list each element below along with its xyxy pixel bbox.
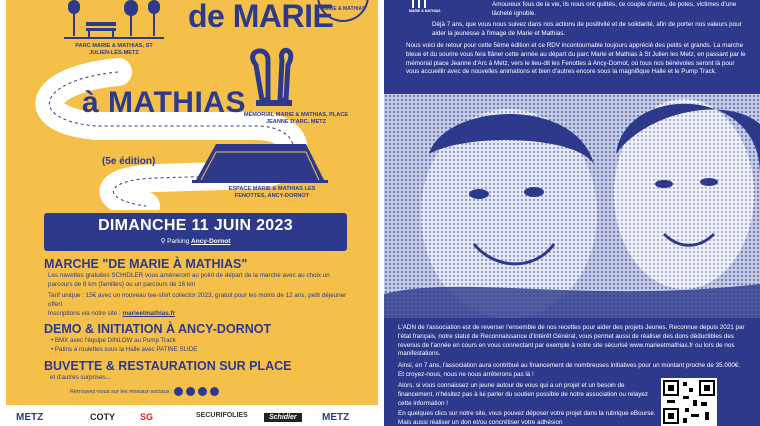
social-networks-label: Retrouvez-nous sur les réseaux sociaux : [70,389,173,395]
park-location-label: PARC MARIE & MATHIAS, ST JULIEN-LÈS-METZ [75,43,153,56]
buvette-subtitle: et d'autres surprises... [50,374,111,381]
marche-section-title: MARCHE "DE MARIE À MATHIAS" [44,257,248,271]
alors-paragraph: Alors, si vous connaissez un jeune autour de vous qui a un projet et un besoin de financement, n'hésitez pas à lui parler du soutien possible de notre association ou relayez cette information ! [398,382,649,407]
sponsor-metz-metropole-logo: METZ [322,412,350,423]
location-pin-icon: ⚲ [160,238,166,245]
title-a-mathias: à MATHIAS [82,86,246,119]
association-badge: MARIE & MATHIAS [317,0,369,22]
memorial-icon [253,50,292,106]
espace-location-label: ESPACE MARIE & MATHIAS LES FENOTTES, ANCY-DORNOT [228,186,316,199]
linkedin-icon[interactable] [198,387,207,396]
list-item: • Patins à roulettes sous la Halle avec PATINE SLIDE [51,346,198,353]
marche-description: Les navettes gratuites SCHIDLER vous amèneront au point de départ de la marche avec au choix un parcours de 8 km (familles) ou un parcours de 16 km [48,272,330,288]
poster-left-panel [6,0,378,426]
tarif-description: Tarif unique : 15€ avec un nouveau tee-shirt collector 2023, gratuit pour les moins de 12 ans, petit déjeuner offert [48,292,347,308]
date-banner [44,213,347,251]
demo-list [51,336,197,354]
couple-portrait-illustration [384,94,760,318]
sponsor-sg-logo: SG [140,412,154,422]
ainsi-paragraph: Ainsi, en 7 ans, l'association aura contribué au financement de nombreuses initiatives pour un montant proche de 35.000€. Et croyez-nous, nous ne nous arrêterons pas là ! [398,362,741,378]
event-date: DIMANCHE 11 JUIN 2023 [98,217,293,234]
youtube-icon[interactable] [210,387,219,396]
title-de-marie: de MARIE [188,0,334,34]
poster-right-panel [384,0,760,426]
facebook-icon[interactable] [174,387,183,396]
inscriptions-line: Inscriptions via notre site : marieetmathias.fr [48,310,176,317]
demo-section-title: DEMO & INITIATION À ANCY-DORNOT [44,322,272,336]
instagram-icon[interactable] [186,387,195,396]
park-trees-icon [64,0,164,40]
social-icons [174,387,219,396]
list-item: • BMX avec l'équipe DINLOW au Pump Track [51,337,176,344]
sponsor-ville-metz-logo: METZ [16,412,44,423]
sponsor-coty-logo: COTY [90,412,116,422]
sponsor-schidler-logo: Schidler [264,413,302,422]
memorial-location-label: MÉMORIAL MARIE & MATHIAS, PLACE JEANNE D'ARC, METZ [243,112,349,125]
parking-place: Ancy-Dornot [191,238,231,245]
edition-label: (5e édition) [102,156,156,167]
qr-code-icon [661,378,717,426]
adn-paragraph: L'ADN de l'association est de reverser l'ensemble de nos recettes pour aider des projets Jeunes. Reconnue depuis 2021 par l'état français, notre statut de Reconnaissance d'Intérêt Général, vous permet aussi de réaliser des dons déductibles des revenus de l'année en cours en vous connectant par exemple à notre site sécurisé www.marieetmathias.fr ou lors de nos manifestations. [398,324,745,358]
halle-icon [192,144,328,183]
association-logo: MARIE & MATHIAS [409,0,459,14]
intro-paragraph-3: Nous voici de retour pour cette 5ème édition et ce RDV incontournable toujours apprécié des petits et grands. La marche bleue et du sourire vous fera flâner cette année au départ du parc Marie et Mathias à St Julien les Metz, en passant par le mémorial place Jeanne d'Arc à Metz, vers le lieu-dit les Fenottes à Ancy-Dornot, où tous nos bénévoles seront là pour vous accueillir avec de nouvelles animations et bien d'autres encore sous la magnifique Halle et le Pump Track. [406,42,746,76]
couple-photo [384,94,760,318]
buvette-section-title: BUVETTE & RESTAURATION SUR PLACE [44,359,292,373]
parking-info: ⚲ Parking Ancy-Dornot [160,238,231,245]
qr-code[interactable] [661,378,717,426]
sponsor-securifolies-logo: SECURIFOLIES [196,412,248,419]
inscriptions-link[interactable]: marieetmathias.fr [122,310,176,317]
intro-paragraph-2: Déjà 7 ans, que vous nous suivez dans nos actions de positivité et de solidarité, afin de porter nos valeurs pour aider la jeunesse à l'image de Marie et Mathias. [432,21,742,37]
quelques-paragraph: En quelques clics sur notre site, vous pouvez déposer votre projet dans la rubrique eBourse. Mais aussi réaliser un don et/ou concrétiser votre adhésion [398,410,656,426]
intro-paragraph-1: Amoureux fous de la vie, ils nous ont quittés, ce couple d'amis, de potes, victimes d'une lâcheté ignoble. [492,1,737,17]
